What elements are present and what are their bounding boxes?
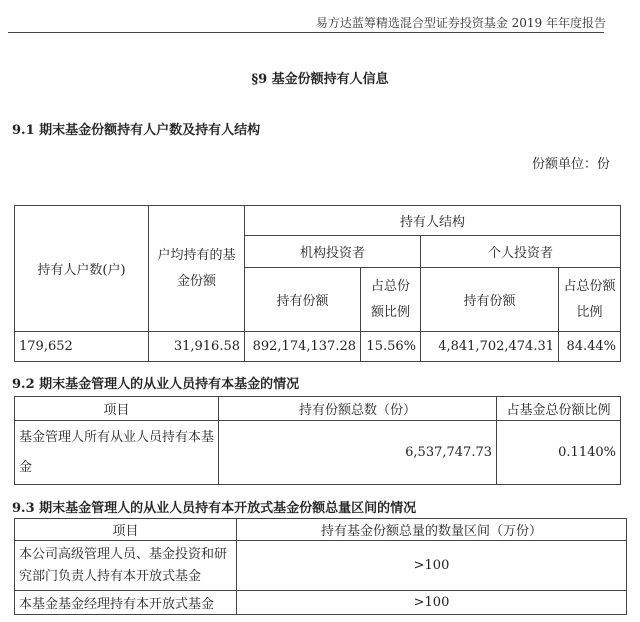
cell-range: >100 <box>237 591 627 615</box>
report-header: 易方达蓝筹精选混合型证券投资基金 2019 年年度报告 <box>315 16 606 30</box>
holder-structure-table <box>14 205 621 362</box>
header-avg-holding: 户均持有的基金份额 <box>149 206 245 332</box>
header-holders-count: 持有人户数(户) <box>15 206 149 332</box>
cell-avg-holding: 31,916.58 <box>149 332 245 362</box>
cell-item: 本公司高级管理人员、基金投资和研究部门负责人持有本开放式基金 <box>15 541 237 591</box>
table-row <box>15 541 627 591</box>
cell-holders-count: 179,652 <box>15 332 149 362</box>
cell-total-shares: 6,537,747.73 <box>219 421 497 485</box>
header-institutional: 机构投资者 <box>245 236 421 268</box>
cell-ind-shares: 4,841,702,474.31 <box>421 332 559 362</box>
header-inst-shares: 持有份额 <box>245 268 361 332</box>
header-ind-shares: 持有份额 <box>421 268 559 332</box>
cell-ind-ratio: 84.44% <box>559 332 621 362</box>
section-title: §9 基金份额持有人信息 <box>251 72 389 87</box>
header-item: 项目 <box>15 519 237 541</box>
header-divider <box>8 32 604 33</box>
header-ratio: 占基金总份额比例 <box>497 397 621 421</box>
staff-holding-table <box>14 396 621 485</box>
subsection-9-3-title: 9.3 期末基金管理人的从业人员持有本开放式基金份额总量区间的情况 <box>12 501 417 516</box>
header-inst-ratio: 占总份额比例 <box>361 268 421 332</box>
cell-inst-ratio: 15.56% <box>361 332 421 362</box>
header-range: 持有基金份额总量的数量区间（万份） <box>237 519 627 541</box>
table-row <box>15 421 621 485</box>
header-structure: 持有人结构 <box>245 206 621 236</box>
subsection-9-2-title: 9.2 期末基金管理人的从业人员持有本基金的情况 <box>12 377 300 392</box>
cell-item: 本基金基金经理持有本开放式基金 <box>15 591 237 615</box>
cell-ratio: 0.1140% <box>497 421 621 485</box>
cell-item: 基金管理人所有从业人员持有本基金 <box>15 421 219 485</box>
cell-inst-shares: 892,174,137.28 <box>245 332 361 362</box>
table-row <box>15 591 627 615</box>
subsection-9-1-title: 9.1 期末基金份额持有人户数及持有人结构 <box>12 123 261 138</box>
cell-range: >100 <box>237 541 627 591</box>
range-holding-table <box>14 518 627 615</box>
header-individual: 个人投资者 <box>421 236 621 268</box>
unit-label: 份额单位：份 <box>531 157 610 172</box>
header-item: 项目 <box>15 397 219 421</box>
header-ind-ratio: 占总份额比例 <box>559 268 621 332</box>
header-total-shares: 持有份额总数（份） <box>219 397 497 421</box>
table-row <box>15 332 621 362</box>
